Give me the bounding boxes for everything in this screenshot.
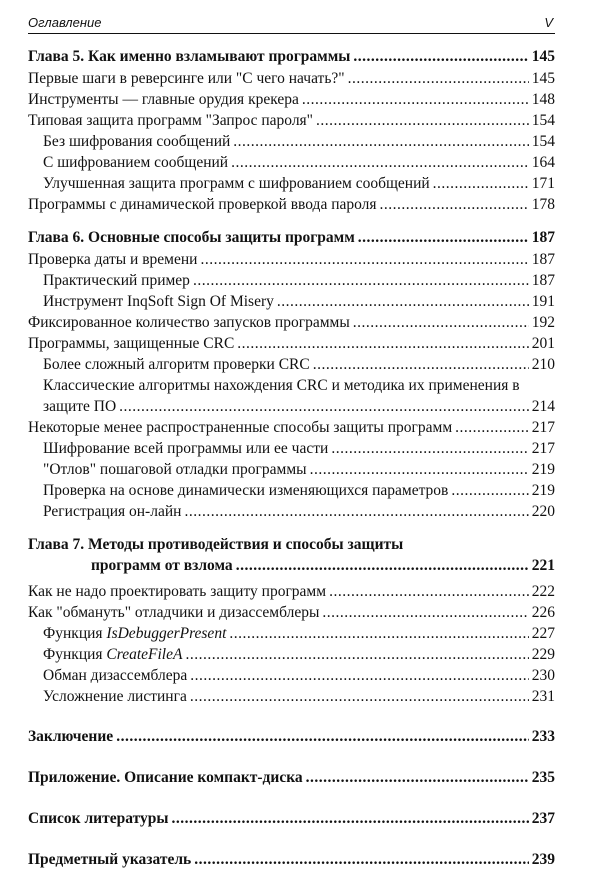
toc-subentry[interactable]: Функция CreateFileA ..... 229 bbox=[28, 644, 555, 665]
leader-dots bbox=[229, 623, 528, 644]
leader-dots bbox=[200, 249, 528, 270]
leader-dots bbox=[116, 726, 529, 747]
toc-entry[interactable]: Типовая защита программ "Запрос пароля" ..... 154 bbox=[28, 110, 555, 131]
leader-dots bbox=[277, 291, 529, 312]
leader-dots bbox=[380, 194, 529, 215]
toc-subentry[interactable]: Проверка на основе динамически изменяющихся параметров ..... 219 bbox=[28, 480, 555, 501]
leader-dots bbox=[237, 333, 528, 354]
toc-entry[interactable]: Как "обмануть" отладчики и дизассемблеры ..... 226 bbox=[28, 602, 555, 623]
leader-dots bbox=[119, 396, 529, 417]
toc-subentry[interactable]: Шифрование всей программы или ее части ..... 217 bbox=[28, 438, 555, 459]
leader-dots bbox=[451, 480, 528, 501]
toc-chapter-7-line1[interactable]: Глава 7. Методы противодействия и способы защиты bbox=[28, 536, 404, 553]
toc-subentry[interactable]: защите ПО ..... 214 bbox=[28, 396, 555, 417]
toc-entry[interactable]: Фиксированное количество запусков программы ..... 192 bbox=[28, 312, 555, 333]
spacer bbox=[28, 215, 555, 227]
leader-dots bbox=[358, 227, 529, 248]
leader-dots bbox=[185, 644, 528, 665]
running-header bbox=[28, 11, 555, 34]
toc-entry[interactable]: Некоторые менее распространенные способы защиты программ ..... 217 bbox=[28, 417, 555, 438]
leader-dots bbox=[353, 46, 528, 67]
spacer bbox=[28, 707, 555, 726]
header-page-number: V bbox=[544, 15, 553, 30]
toc-subentry[interactable]: Улучшенная защита программ с шифрованием сообщений ..... 171 bbox=[28, 173, 555, 194]
leader-dots bbox=[302, 89, 529, 110]
toc-entry[interactable]: Инструменты — главные орудия крекера ..... 148 bbox=[28, 89, 555, 110]
leader-dots bbox=[190, 665, 529, 686]
spacer bbox=[28, 789, 555, 808]
toc-subentry[interactable]: С шифрованием сообщений ..... 164 bbox=[28, 152, 555, 173]
table-of-contents bbox=[28, 46, 555, 871]
leader-dots bbox=[322, 602, 528, 623]
leader-dots bbox=[316, 110, 529, 131]
leader-dots bbox=[353, 312, 529, 333]
toc-subentry[interactable]: Регистрация он-лайн ..... 220 bbox=[28, 501, 555, 522]
leader-dots bbox=[171, 808, 528, 829]
spacer bbox=[28, 830, 555, 849]
toc-index[interactable]: Предметный указатель ..... 239 bbox=[28, 849, 555, 871]
toc-entry[interactable]: Программы, защищенные CRC ..... 201 bbox=[28, 333, 555, 354]
leader-dots bbox=[184, 501, 528, 522]
toc-entry[interactable]: Как не надо проектировать защиту программ ..... 222 bbox=[28, 581, 555, 602]
header-title: Оглавление bbox=[28, 15, 102, 30]
spacer bbox=[28, 748, 555, 767]
toc-entry[interactable]: Первые шаги в реверсинге или "С чего начать?" ..... 145 bbox=[28, 68, 555, 89]
toc-subentry[interactable]: Обман дизассемблера ..... 230 bbox=[28, 665, 555, 686]
toc-subentry[interactable]: Более сложный алгоритм проверки CRC ..... 210 bbox=[28, 354, 555, 375]
toc-bibliography[interactable]: Список литературы ..... 237 bbox=[28, 808, 555, 830]
toc-subentry[interactable]: Без шифрования сообщений ..... 154 bbox=[28, 131, 555, 152]
leader-dots bbox=[193, 270, 529, 291]
spacer bbox=[28, 522, 555, 534]
toc-entry[interactable]: Программы с динамической проверкой ввода пароля ..... 178 bbox=[28, 194, 555, 215]
leader-dots bbox=[348, 68, 529, 89]
toc-chapter-7[interactable]: программ от взлома ..... 221 bbox=[28, 555, 555, 577]
toc-subentry[interactable]: "Отлов" пошаговой отладки программы ..... 219 bbox=[28, 459, 555, 480]
leader-dots bbox=[233, 131, 528, 152]
toc-subentry[interactable]: Функция IsDebuggerPresent ..... 227 bbox=[28, 623, 555, 644]
leader-dots bbox=[190, 686, 529, 707]
toc-subentry-line1[interactable]: Классические алгоритмы нахождения CRC и методика их применения в bbox=[43, 377, 520, 394]
leader-dots bbox=[236, 555, 529, 576]
leader-dots bbox=[194, 849, 529, 870]
leader-dots bbox=[329, 581, 529, 602]
toc-subentry[interactable]: Практический пример ..... 187 bbox=[28, 270, 555, 291]
toc-conclusion[interactable]: Заключение ..... 233 bbox=[28, 726, 555, 748]
toc-subentry[interactable]: Инструмент InqSoft Sign Of Misery ..... 191 bbox=[28, 291, 555, 312]
leader-dots bbox=[313, 354, 529, 375]
toc-subentry[interactable]: Усложнение листинга ..... 231 bbox=[28, 686, 555, 707]
leader-dots bbox=[331, 438, 528, 459]
toc-chapter-6[interactable]: Глава 6. Основные способы защиты программ ..... 187 bbox=[28, 227, 555, 249]
toc-chapter-5[interactable]: Глава 5. Как именно взламывают программы ..... 145 bbox=[28, 46, 555, 68]
toc-entry[interactable]: Проверка даты и времени ..... 187 bbox=[28, 249, 555, 270]
leader-dots bbox=[455, 417, 529, 438]
toc-appendix[interactable]: Приложение. Описание компакт-диска ..... 235 bbox=[28, 767, 555, 789]
leader-dots bbox=[306, 767, 529, 788]
leader-dots bbox=[310, 459, 529, 480]
leader-dots bbox=[433, 173, 529, 194]
leader-dots bbox=[231, 152, 529, 173]
